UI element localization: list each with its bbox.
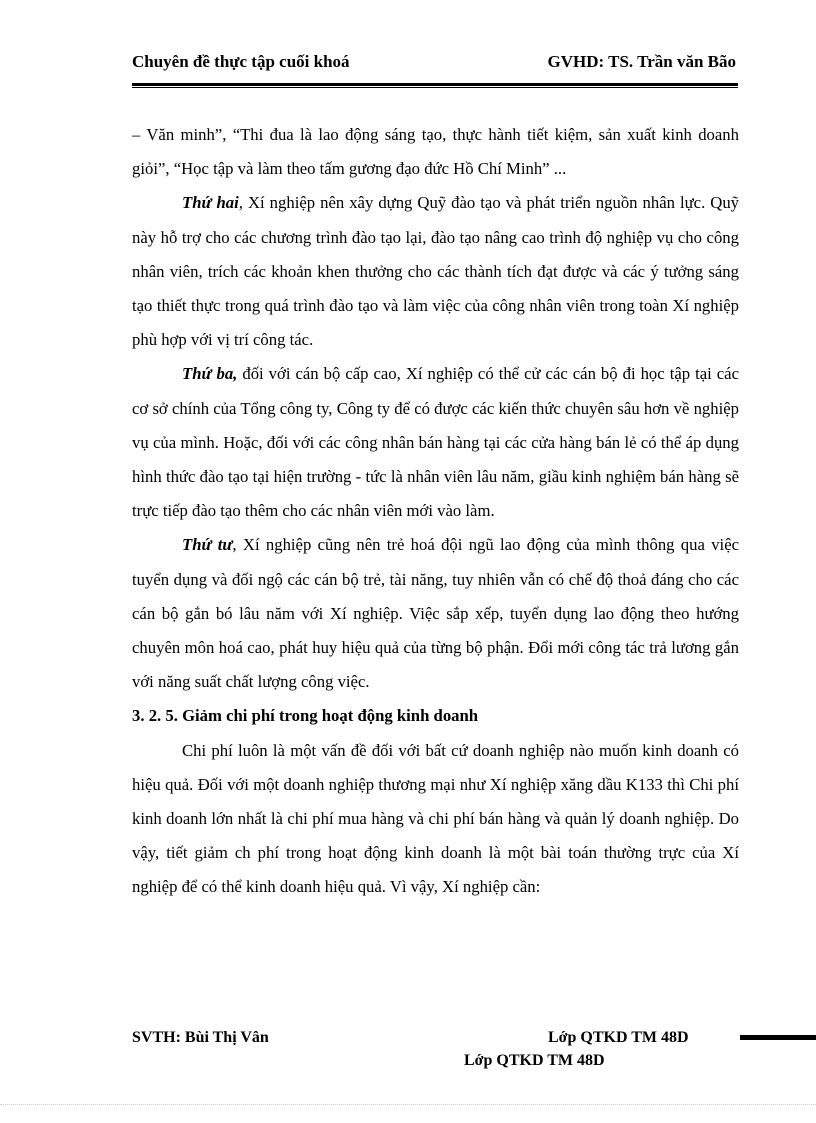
footer-class: Lớp QTKD TM 48D — [548, 1029, 689, 1046]
document-body — [132, 118, 739, 905]
paragraph-text: , Xí nghiệp cũng nên trẻ hoá đội ngũ lao động của mình thông qua việc tuyển dụng và đối ngộ các cán bộ trẻ, tài năng, tuy nhiên vẫn có chế độ thoả đáng cho các cán bộ gắn bó lâu năm với Xí nghiệp. Việc sắp xếp, tuyển dụng lao động theo hướng chuyên môn hoá cao, phát huy hiệu quả của từng bộ phận. Đổi mới công tác trả lương gắn với năng suất chất lượng công việc. — [132, 535, 740, 692]
section-heading: 3. 2. 5. Giảm chi phí trong hoạt động kinh doanh — [132, 706, 479, 726]
paragraph-cost: Chi phí luôn là một vấn đề đối với bất cứ doanh nghiệp nào muốn kinh doanh có hiệu quả. Đối với một doanh nghiệp thương mại như Xí nghiệp xăng dầu K133 thì Chi phí kinh doanh lớn nhất là chi phí mua hàng và chi phí bán hàng và quản lý doanh nghiệp. Do vậy, tiết giảm ch phí trong hoạt động kinh doanh là một bài toán thường trực của Xí nghiệp để có thể kinh doanh hiệu quả. Vì vậy, Xí nghiệp cần: — [132, 740, 739, 897]
paragraph-continuation: – Văn minh”, “Thi đua là lao động sáng tạo, thực hành tiết kiệm, sản xuất kinh doanh giỏi”, “Học tập và làm theo tấm gương đạo đức Hồ Chí Minh” ... — [132, 125, 739, 179]
paragraph-third — [132, 357, 739, 528]
page-bottom-divider — [0, 1104, 816, 1105]
paragraph-second — [132, 186, 739, 357]
paragraph-text: , Xí nghiệp nên xây dựng Quỹ đào tạo và phát triển nguồn nhân lực. Quỹ này hỗ trợ cho các chương trình đào tạo lại, đào tạo nâng cao trình độ nghiệp vụ cho công nhân viên, trích các khoản khen thưởng cho các thành tích đạt được và các ý tưởng sáng tạo thiết thực trong quá trình đào tạo và làm việc của công nhân viên trong toàn Xí nghiệp phù hợp với vị trí công tác. — [132, 193, 740, 350]
paragraph-lead: Thứ hai — [182, 193, 239, 213]
paragraph-fourth — [132, 528, 739, 699]
footer-divider — [740, 1035, 816, 1040]
paragraph-text: đối với cán bộ cấp cao, Xí nghiệp có thể cử các cán bộ đi học tập tại các cơ sở chính của Tổng công ty, Công ty để có được các kiến thức chuyên sâu hơn về nghiệp vụ của mình. Hoặc, đối với các công nhân bán hàng tại các cửa hàng bán lẻ có thể áp dụng hình thức đào tạo tại hiện trường - tức là nhân viên lâu năm, giầu kinh nghiệm bán hàng sẽ trực tiếp đào tạo thêm cho các nhân viên mới vào làm. — [132, 364, 739, 521]
header-title: Chuyên đề thực tập cuối khoá — [132, 52, 350, 71]
page-header — [132, 52, 736, 76]
footer-class-repeat: Lớp QTKD TM 48D — [464, 1052, 605, 1069]
header-divider — [132, 83, 738, 88]
paragraph-lead: Thứ ba, — [182, 364, 238, 384]
header-advisor: GVHD: TS. Trần văn Bão — [547, 52, 736, 71]
paragraph-lead: Thứ tư — [182, 535, 233, 555]
footer-student: SVTH: Bùi Thị Vân — [132, 1029, 269, 1046]
